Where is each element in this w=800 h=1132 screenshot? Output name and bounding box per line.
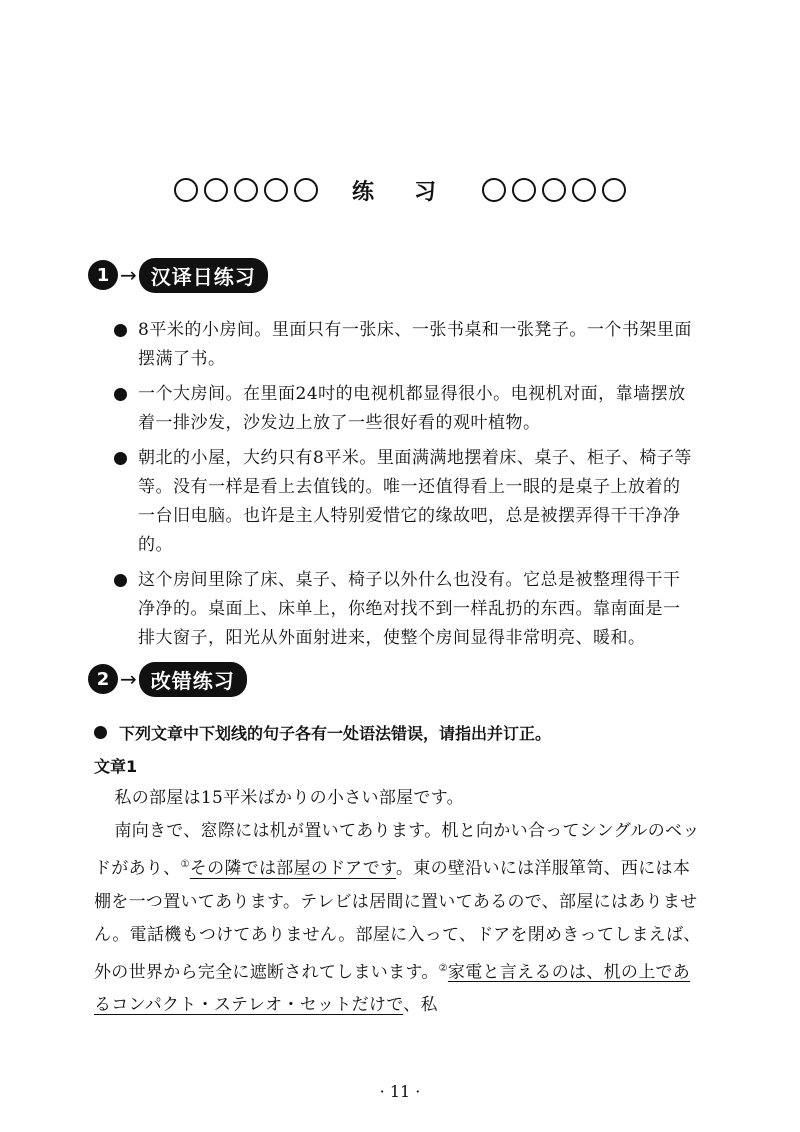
circle-icon bbox=[294, 178, 318, 202]
section1-header bbox=[88, 258, 268, 292]
bullet-icon bbox=[114, 574, 127, 587]
section2-number: 2 bbox=[88, 664, 118, 694]
list-item bbox=[112, 380, 692, 438]
article-text-span: 。東の壁沿いには洋服箪笥、西には本棚を一つ置いてあります。テレビは居間に置いてあるので、部屋にはありません。電話機もつけてありません。部屋に入って、ドアを閉めきってしまえば、外の世界から完全に遮断されてしまいます。 bbox=[94, 858, 701, 983]
bullet-icon bbox=[114, 452, 127, 465]
translation-exercise-list bbox=[112, 316, 692, 659]
list-item bbox=[112, 444, 692, 560]
circle-icon bbox=[512, 178, 536, 202]
section2-title: 改错练习 bbox=[139, 662, 247, 697]
instruction-text: 下列文章中下划线的句子各有一处语法错误，请指出并订正。 bbox=[119, 724, 552, 743]
exercise-text: 一个大房间。在里面24吋的电视机都显得很小。电视机对面，靠墙摆放着一排沙发，沙发边上放了一些很好看的观叶植物。 bbox=[138, 384, 686, 433]
article-paragraph bbox=[94, 815, 704, 1022]
exercise-text: 朝北的小屋，大约只有8平米。里面满满地摆着床、桌子、柜子、椅子等等。没有一样是看上去值钱的。唯一还值得看上一眼的是桌子上放着的一台旧电脑。也许是主人特别爱惜它的缘故吧，总是被摆弄得干干净净的。 bbox=[138, 448, 692, 555]
arrow-right-icon: → bbox=[120, 263, 137, 287]
exercise-title-row bbox=[150, 170, 650, 210]
circle-icon bbox=[234, 178, 258, 202]
article-paragraph: 私の部屋は15平米ばかりの小さい部屋です。 bbox=[114, 788, 464, 808]
list-item bbox=[112, 316, 692, 374]
circle-icon bbox=[264, 178, 288, 202]
correction-instruction bbox=[94, 721, 714, 744]
note-marker-2: ② bbox=[438, 962, 448, 974]
circle-icon bbox=[174, 178, 198, 202]
section1-title: 汉译日练习 bbox=[139, 258, 268, 293]
underlined-sentence-2: 家電と言えるのは、机の上であるコンパクト・ステレオ・セットだけで bbox=[94, 962, 691, 1016]
left-circle-decoration bbox=[174, 178, 318, 202]
right-circle-decoration bbox=[482, 178, 626, 202]
page-number: · 11 · bbox=[379, 1082, 421, 1101]
circle-icon bbox=[204, 178, 228, 202]
exercise-text: 8平米的小房间。里面只有一张床、一张书桌和一张凳子。一个书架里面摆满了书。 bbox=[138, 320, 692, 369]
article-text-span: 、私 bbox=[403, 995, 438, 1016]
article-text-span: 南向きで、窓際には机が置いてあります。机と向かい合ってシングルのベッドがあり、 bbox=[94, 821, 700, 879]
section2-header bbox=[88, 662, 247, 696]
list-item bbox=[112, 566, 692, 653]
note-marker-1: ① bbox=[180, 859, 190, 870]
section1-number: 1 bbox=[88, 260, 118, 290]
circle-icon bbox=[542, 178, 566, 202]
exercise-text: 这个房间里除了床、桌子、椅子以外什么也没有。它总是被整理得干干净净的。桌面上、床单上，你绝对找不到一样乱扔的东西。靠南面是一排大窗子，阳光从外面射进来，使整个房间显得非常明亮、暖和。 bbox=[138, 570, 681, 648]
bullet-icon bbox=[94, 726, 107, 739]
circle-icon bbox=[602, 178, 626, 202]
article-label: 文章1 bbox=[94, 757, 138, 776]
page-title: 练习 bbox=[351, 179, 476, 205]
bullet-icon bbox=[114, 388, 127, 401]
underlined-sentence-1: その隣では部屋のドアです bbox=[189, 858, 397, 879]
article-text bbox=[94, 782, 704, 1022]
arrow-right-icon: → bbox=[120, 667, 137, 691]
circle-icon bbox=[572, 178, 596, 202]
circle-icon bbox=[482, 178, 506, 202]
bullet-icon bbox=[114, 324, 127, 337]
